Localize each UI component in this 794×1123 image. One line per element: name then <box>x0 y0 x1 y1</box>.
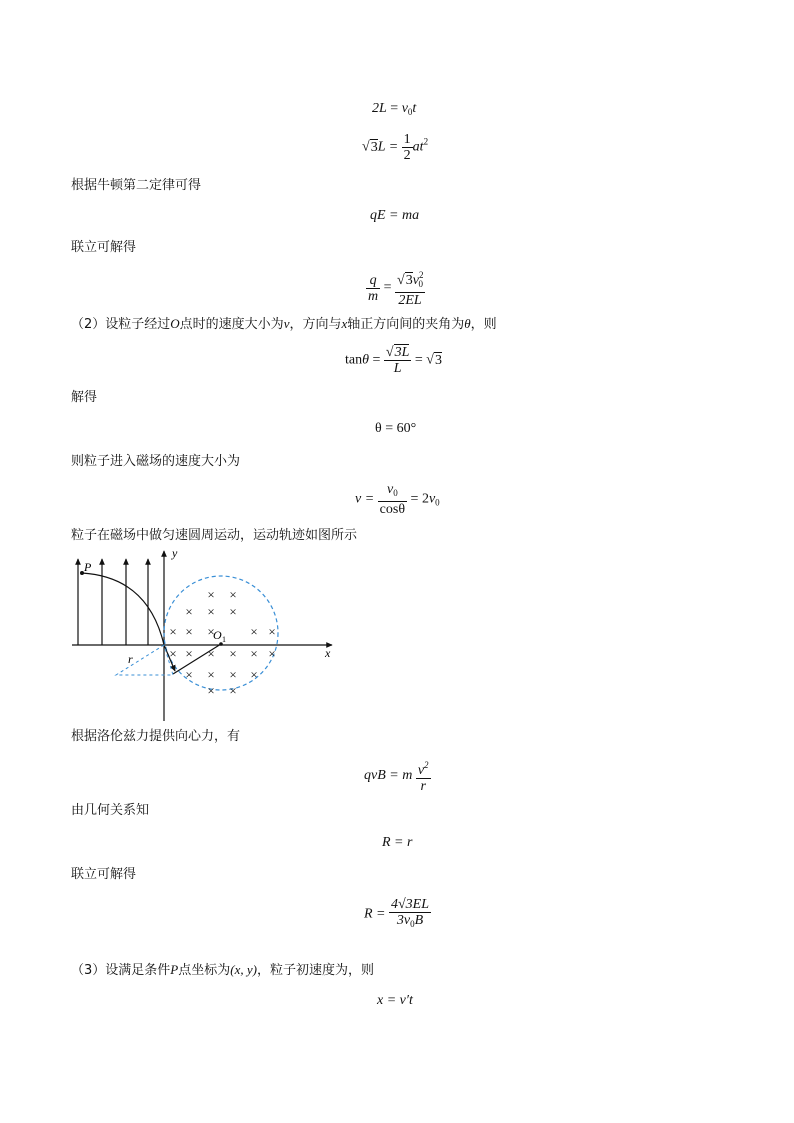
equation-r-result <box>364 897 431 932</box>
part2-v: v <box>283 316 290 331</box>
eq5-sqrt-2: √ <box>426 352 434 368</box>
cross-r4-5: × <box>250 646 258 661</box>
eq2-sup: 2 <box>423 136 429 147</box>
part2-e: ，则 <box>470 317 497 332</box>
text-motion: 粒子在磁场中做匀速圆周运动，运动轨迹如图所示 <box>71 528 358 543</box>
eq4-v: v <box>412 273 419 288</box>
eq5-equals-2: = <box>414 352 423 368</box>
eq10-den-b: B <box>414 913 424 928</box>
cross-r6-1: × <box>207 683 215 698</box>
equation-q-over-m <box>366 268 425 308</box>
part2-b: 点时的速度大小为 <box>179 317 284 332</box>
eq7-num-sub: 0 <box>393 488 398 498</box>
equation-2l-v0t <box>372 101 416 120</box>
text-combine-1: 联立可解得 <box>71 240 137 255</box>
equation-qe-ma: qE = ma <box>370 208 420 223</box>
equation-x-vt: x = v′t <box>377 993 413 1008</box>
equation-sqrt3l-half-at2 <box>362 132 428 163</box>
eq2-l: L = <box>377 139 399 155</box>
cross-r4-6: × <box>268 646 276 661</box>
part3-a: （3）设满足条件 <box>71 963 171 978</box>
cross-r2-3: × <box>229 604 237 619</box>
part3-c: ，粒子初速度为，则 <box>256 963 374 978</box>
eq2-num: 1 <box>403 132 411 147</box>
eq2-fraction <box>402 132 413 163</box>
eq1-equals: = <box>390 101 399 116</box>
eq2-radicand: 3 <box>370 139 378 155</box>
part2-a: （2）设粒子经过 <box>71 317 171 332</box>
equation-qvb <box>364 758 431 794</box>
part2-c: ，方向与 <box>289 317 342 332</box>
text-geometry: 由几何关系知 <box>71 803 150 818</box>
eq5-equals: = <box>372 352 381 368</box>
text-part3 <box>71 962 374 979</box>
eq10-den <box>389 913 431 932</box>
eq5-theta: θ <box>362 352 369 368</box>
eq8-num <box>416 758 431 779</box>
cross-r2-1: × <box>185 604 193 619</box>
eq7-fraction <box>378 482 407 517</box>
eq1-v: v <box>401 101 408 116</box>
text-part2 <box>71 316 497 333</box>
eq5-radicand-2: 3 <box>434 352 442 368</box>
eq2-at: at <box>412 139 424 155</box>
eq4-sqrt: √ <box>397 273 405 288</box>
eq8-den: r <box>420 779 426 794</box>
eq10-num: 4√3EL <box>391 897 430 912</box>
cross-r4-1: × <box>169 646 177 661</box>
eq4-sup: 2 <box>418 270 424 280</box>
eq7-den: cosθ <box>379 502 406 517</box>
cross-r3-5: × <box>268 624 276 639</box>
eq4-sub: 0 <box>418 279 423 289</box>
eq8-v: v <box>417 763 425 778</box>
eq4-rhs-num <box>395 268 425 293</box>
eq1-t: t <box>412 101 417 116</box>
cross-r1-1: × <box>207 587 215 602</box>
cross-r3-4: × <box>250 624 258 639</box>
eq8-lhs: qvB = m <box>364 768 413 784</box>
eq7-num-v: v <box>387 482 394 497</box>
eq8-fraction <box>416 758 431 794</box>
eq5-den: L <box>393 361 402 376</box>
trajectory-figure <box>60 545 350 725</box>
cross-r3-2: × <box>185 624 193 639</box>
eq10-den-sub: 0 <box>410 919 415 929</box>
eq8-sup: 2 <box>424 760 429 770</box>
cross-r5-1: × <box>185 667 193 682</box>
cross-r5-3: × <box>229 667 237 682</box>
cross-r3-3: × <box>207 624 215 639</box>
eq10-fraction <box>389 897 431 932</box>
equation-v-over-cos <box>355 482 440 517</box>
eq7-sub2: 0 <box>435 497 440 508</box>
eq5-sqrt: √ <box>385 345 394 360</box>
eq4-q: q <box>366 273 380 289</box>
part2-theta: θ <box>464 316 471 331</box>
cross-r5-2: × <box>207 667 215 682</box>
eq7-v2: v <box>428 491 436 507</box>
cross-r4-4: × <box>229 646 237 661</box>
cross-r4-3: × <box>207 646 215 661</box>
part3-b: 点坐标为 <box>178 963 231 978</box>
part2-x: x <box>341 316 348 331</box>
text-solve: 解得 <box>71 390 98 405</box>
eq7-equals: = 2 <box>410 491 429 507</box>
eq5-radicand: 3L <box>394 345 410 360</box>
text-lorentz: 根据洛伦兹力提供向心力，有 <box>71 729 241 744</box>
cross-r6-2: × <box>229 683 237 698</box>
equation-tan-theta <box>345 345 442 376</box>
text-combine-2: 联立可解得 <box>71 867 137 882</box>
eq4-rhs-fraction <box>395 268 425 308</box>
eq4-equals: = <box>383 280 392 296</box>
part2-o: O <box>170 316 180 331</box>
eq7-v: v = <box>355 491 375 507</box>
part3-coord: (x, y) <box>230 962 257 977</box>
eq4-den: 2EL <box>398 293 422 308</box>
eq10-den-v: 3v <box>396 913 411 928</box>
part3-p: P <box>170 962 179 977</box>
cross-r2-2: × <box>207 604 215 619</box>
eq2-sqrt: √ <box>362 139 370 155</box>
text-speed-intro: 则粒子进入磁场的速度大小为 <box>71 454 241 469</box>
equation-theta-60: θ = 60° <box>375 421 417 436</box>
eq5-tan: tan <box>345 352 363 368</box>
cross-r4-2: × <box>185 646 193 661</box>
eq2-den: 2 <box>403 148 411 163</box>
eq1-lhs: 2L <box>372 101 387 116</box>
label-y: y <box>172 546 178 560</box>
eq10-lhs: R = <box>364 906 386 922</box>
eq5-fraction <box>384 345 411 376</box>
label-o1: O <box>213 628 222 642</box>
eq4-q-over-m <box>366 273 380 304</box>
part2-d: 轴正方向间的夹角为 <box>347 317 465 332</box>
eq4-radicand: 3 <box>405 273 413 288</box>
cross-r3-1: × <box>169 624 177 639</box>
equation-r-equals-r: R = r <box>382 835 413 850</box>
label-o1-sub: 1 <box>222 635 226 644</box>
cross-r5-4: × <box>250 667 258 682</box>
eq7-num <box>378 482 407 502</box>
label-x: x <box>325 646 331 660</box>
eq5-num <box>384 345 411 361</box>
text-newton: 根据牛顿第二定律可得 <box>71 178 202 193</box>
label-r: r <box>128 652 133 666</box>
eq4-m: m <box>368 288 379 304</box>
eq1-sub: 0 <box>407 107 413 117</box>
label-p: P <box>84 560 92 574</box>
cross-r1-2: × <box>229 587 237 602</box>
